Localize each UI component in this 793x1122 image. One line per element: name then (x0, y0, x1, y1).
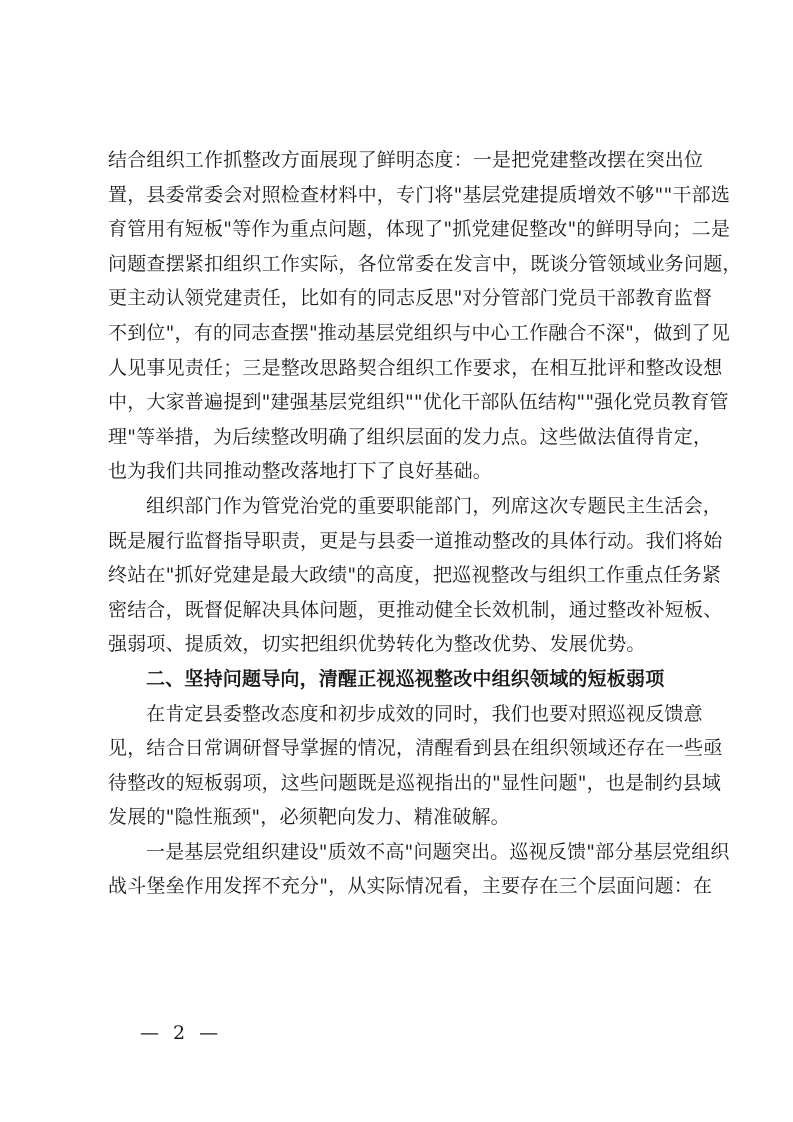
paragraph (108, 143, 742, 489)
text-line: 待整改的短板弱项，这些问题既是巡视指出的"显性问题"，也是制约县域 (108, 771, 722, 794)
text-line: 中，大家普遍提到"建强基层党组织""优化干部队伍结构""强化党员教育管 (108, 391, 729, 414)
text-line: 战斗堡垒作用发挥不充分"，从实际情况看，主要存在三个层面问题：在 (108, 875, 713, 898)
text-line: 不到位"，有的同志查摆"推动基层党组织与中心工作融合不深"，做到了见 (108, 321, 731, 344)
paragraph (108, 489, 723, 662)
text-line: 发展的"隐性瓶颈"，必须靶向发力、精准破解。 (108, 806, 510, 829)
text-line: 人见事见责任；三是整改思路契合组织工作要求，在相互批评和整改设想 (108, 356, 723, 379)
text-line: 育管用有短板"等作为重点问题，体现了"抓党建促整改"的鲜明导向；二是 (108, 218, 731, 241)
text-line: 见，结合日常调研督导掌握的情况，清醒看到县在组织领域还存在一些亟 (108, 737, 723, 760)
page-number: — 2 — (140, 1022, 223, 1044)
text-line: 也为我们共同推动整改落地打下了良好基础。 (108, 460, 493, 483)
text-line: 组织部门作为管党治党的重要职能部门，列席这次专题民主生活会， (146, 494, 723, 517)
section-heading (108, 662, 698, 697)
text-line: 结合组织工作抓整改方面展现了鲜明态度：一是把党建整改摆在突出位 (108, 149, 704, 171)
text-line: 既是履行监督指导职责，更是与县委一道推动整改的具体行动。我们将始 (108, 529, 723, 552)
paragraph (108, 697, 723, 835)
body-text (108, 143, 742, 904)
text-line: 理"等举措，为后续整改明确了组织层面的发力点。这些做法值得肯定， (108, 425, 713, 448)
text-line: 终站在"抓好党建是最大政绩"的高度，把巡视整改与组织工作重点任务紧 (108, 564, 722, 587)
text-line: 在肯定县委整改态度和初步成效的同时，我们也要对照巡视反馈意 (146, 702, 703, 725)
text-line: 二、坚持问题导向，清醒正视巡视整改中组织领域的短板弱项 (146, 667, 665, 690)
text-line: 强弱项、提质效，切实把组织优势转化为整改优势、发展优势。 (108, 633, 646, 656)
text-line: 置，县委常委会对照检查材料中，专门将"基层党建提质增效不够""干部选 (108, 183, 731, 206)
paragraph (108, 835, 730, 904)
text-line: 问题查摆紧扣组织工作实际，各位常委在发言中，既谈分管领域业务问题， (108, 252, 742, 275)
text-line: 密结合，既督促解决具体问题，更推动健全长效机制，通过整改补短板、 (108, 598, 723, 621)
text-line: 更主动认领党建责任，比如有的同志反思"对分管部门党员干部教育监督 (108, 287, 713, 310)
text-line: 一是基层党组织建设"质效不高"问题突出。巡视反馈"部分基层党组织 (146, 840, 730, 863)
